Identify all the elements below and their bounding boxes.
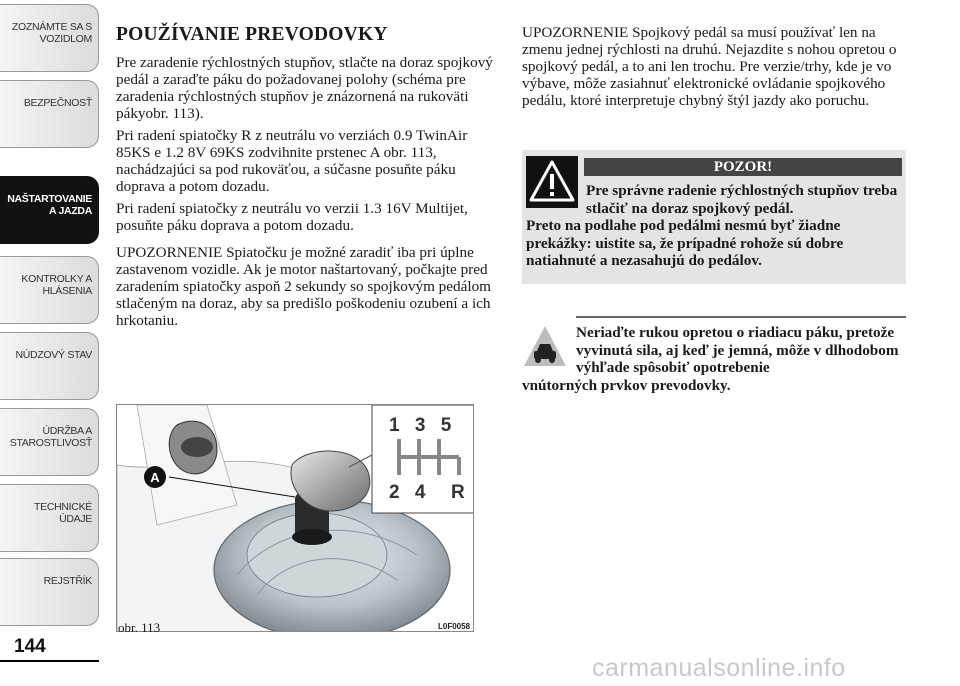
left-column <box>116 24 494 334</box>
tab-rejstrik[interactable]: REJSTŘÍK <box>0 558 99 626</box>
gear-lever-illustration <box>117 405 474 632</box>
tab-kontrolky[interactable]: KONTROLKY A HLÁSENIA <box>0 256 99 324</box>
caution-text <box>526 182 904 270</box>
tab-nudzovy-stav[interactable]: NÚDZOVÝ STAV <box>0 332 99 400</box>
gear-pattern-bottom: 2 4 <box>389 482 431 503</box>
watermark: carmanualsonline.info <box>592 654 846 682</box>
caution-box <box>522 150 906 284</box>
warning-text: Spiatočku je možné zaradiť iba pri úplne zastavenom vozidle. Ak je motor naštartovaný, počkajte pred zaradením spiatočky aspoň 2 sekundy so spojkovým pedálom stlačeným na doraz, aby sa predišlo poškodeniu ozubení a ich hrkotaniu. <box>116 244 491 329</box>
caution-line: Preto na podlahe pod pedálmi nesmú byť žiadne prekážky: uistite sa, že prípadné rohože sú dobre natiahnuté a nezasahujú do pedálov. <box>526 217 844 269</box>
note-line: vnútorných prvkov prevodovky. <box>522 376 731 394</box>
section-heading: POUŽÍVANIE PREVODOVKY <box>116 24 388 45</box>
tab-nastartovanie[interactable]: NAŠTARTOVANIE A JAZDA <box>0 176 99 244</box>
warning-text: Spojkový pedál sa musí používať len na zmenu jednej rýchlosti na druhú. Nejazdite s nohou opretou o spojkový pedál, a to ani len trochu. Pre verzie/trhy, kde je vo výbave, môže zasiahnuť elektronické ovládanie spojkového pedálu, ktoré interpretuje chybný štýl jazdy ako poruchu. <box>522 24 897 109</box>
tab-udrzba[interactable]: ÚDRŽBA A STAROSTLIVOSŤ <box>0 408 99 476</box>
divider <box>576 316 906 318</box>
tab-zoznamte-sa[interactable]: ZOZNÁMTE SA S VOZIDLOM <box>0 4 99 72</box>
gear-pattern-top: 1 3 5 <box>389 415 457 436</box>
figure-code: L0F0058 <box>438 622 471 631</box>
figure-caption: obr. 113 <box>118 620 161 635</box>
paragraph: Pri radení spiatočky z neutrálu vo verzii 1.3 16V Multijet, posuňte páku doprava a potom dozadu. <box>116 200 468 234</box>
tab-bezpecnost[interactable]: BEZPEČNOSŤ <box>0 80 99 148</box>
warning-paragraph <box>522 24 912 109</box>
paragraph: Pre zaradenie rýchlostných stupňov, stlačte na doraz spojkový pedál a zaraďte páku do požadovanej polohy (schéma pre zaradenia rýchlostných stupňov je znázornená na rukoväti pákyobr. 113). <box>116 54 493 122</box>
page-number: 144 <box>14 636 46 657</box>
warning-paragraph <box>116 244 494 329</box>
note-text <box>522 324 912 394</box>
caution-title: POZOR! <box>584 158 902 176</box>
right-column <box>522 24 912 114</box>
gear-pattern-reverse: R <box>451 482 465 503</box>
gear-lever-figure <box>116 404 474 632</box>
tab-technicke-udaje[interactable]: TECHNICKÉ ÚDAJE <box>0 484 99 552</box>
warning-label: UPOZORNENIE <box>116 244 223 261</box>
divider <box>0 660 99 662</box>
warning-label: UPOZORNENIE <box>522 24 629 41</box>
caution-line: Pre správne radenie rýchlostných stupňov treba stlačiť na doraz spojkový pedál. <box>586 182 898 217</box>
paragraph: Pri radení spiatočky R z neutrálu vo verziách 0.9 TwinAir 85KS e 1.2 8V 69KS zodvihnite prstenec A obr. 113, nachádzajúci sa pod rukoväťou, a súčasne posuňte páku doprava a potom dozadu. <box>116 127 468 195</box>
note-line: Neriaďte rukou opretou o riadiacu páku, pretože vyvinutá sila, aj keď je jemná, môže v dlhodobom výhľade spôsobiť opotrebenie <box>576 324 899 376</box>
callout-label: A <box>150 470 160 485</box>
